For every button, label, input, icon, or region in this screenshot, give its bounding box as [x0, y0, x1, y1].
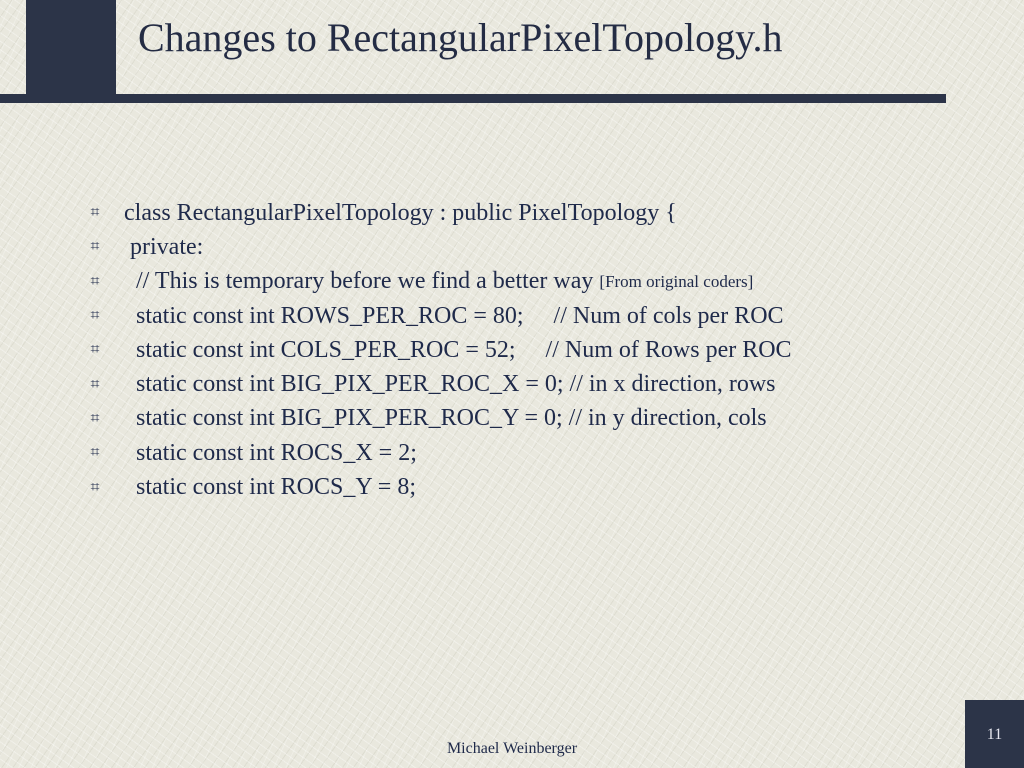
bullet-item [88, 470, 792, 504]
bullet-item [88, 230, 792, 264]
title-rule [0, 94, 946, 103]
hash-bullet-icon: ⌗ [90, 444, 100, 462]
bullet-item [88, 367, 792, 401]
bullet-item [88, 402, 792, 436]
bullet-list [88, 196, 792, 505]
bullet-item [88, 196, 792, 230]
bullet-text: static const int BIG_PIX_PER_ROC_Y = 0; // in y direction, cols [124, 405, 767, 432]
page-number: 11 [986, 726, 1003, 743]
hash-bullet-icon: ⌗ [90, 375, 100, 393]
bullet-item [88, 436, 792, 470]
slide-title: Changes to RectangularPixelTopology.h [138, 15, 783, 60]
bullet-text: static const int ROCS_Y = 8; [124, 474, 416, 501]
bullet-text: class RectangularPixelTopology : public PixelTopology { [124, 199, 677, 226]
bullet-item [88, 333, 792, 367]
hash-bullet-icon: ⌗ [90, 272, 100, 290]
bullet-text: static const int ROWS_PER_ROC = 80; // Num of cols per ROC [124, 302, 784, 329]
bullet-text: static const int ROCS_X = 2; [124, 439, 417, 466]
bullet-text: static const int COLS_PER_ROC = 52; // Num of Rows per ROC [124, 336, 792, 363]
bullet-item [88, 299, 792, 333]
hash-bullet-icon: ⌗ [90, 204, 100, 222]
hash-bullet-icon: ⌗ [90, 238, 100, 256]
bullet-note: [From original coders] [599, 271, 754, 291]
corner-block-top [26, 0, 116, 102]
hash-bullet-icon: ⌗ [90, 409, 100, 427]
bullet-item [88, 265, 792, 299]
bullet-text: // This is temporary before we find a better way [124, 268, 600, 295]
footer-author: Michael Weinberger [446, 740, 578, 757]
hash-bullet-icon: ⌗ [90, 307, 100, 325]
bullet-text: static const int BIG_PIX_PER_ROC_X = 0; // in x direction, rows [124, 371, 776, 398]
hash-bullet-icon: ⌗ [90, 341, 100, 359]
bullet-text: private: [124, 233, 204, 260]
hash-bullet-icon: ⌗ [90, 478, 100, 496]
